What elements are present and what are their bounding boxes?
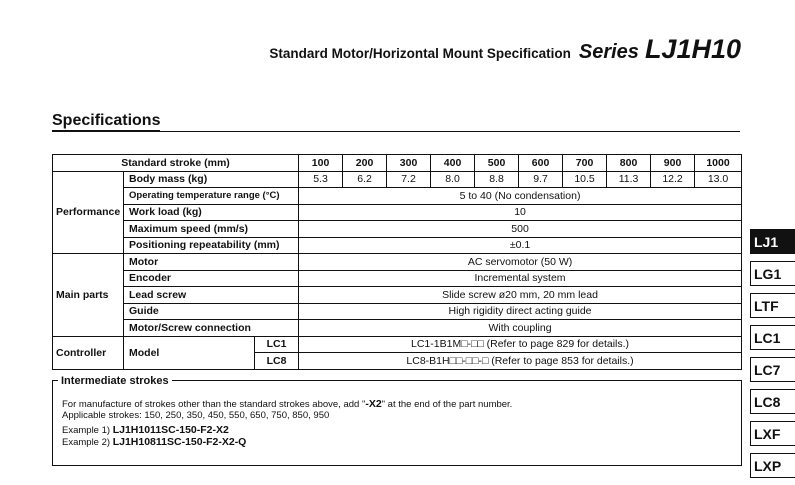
side-tab-nav bbox=[750, 229, 795, 485]
example-1 bbox=[62, 424, 229, 436]
row-label: Positioning repeatability (mm) bbox=[124, 237, 299, 254]
controller-type: LC8 bbox=[255, 353, 299, 370]
example-2-label: Example 2) bbox=[62, 437, 111, 448]
table-row bbox=[53, 320, 742, 337]
stroke-cell: 100 bbox=[299, 155, 343, 172]
row-label: Maximum speed (mm/s) bbox=[124, 221, 299, 238]
body-mass-row bbox=[53, 171, 742, 188]
section-title: Specifications bbox=[52, 112, 161, 129]
stroke-cell: 1000 bbox=[695, 155, 742, 172]
tab-lc8[interactable]: LC8 bbox=[750, 389, 795, 414]
group-controller: Controller bbox=[53, 336, 124, 369]
stroke-cell: 600 bbox=[519, 155, 563, 172]
tab-lc7[interactable]: LC7 bbox=[750, 357, 795, 382]
group-main-parts: Main parts bbox=[53, 254, 124, 337]
line1-pre: For manufacture of strokes other than the standard strokes above, add " bbox=[62, 399, 366, 410]
mass-cell: 11.3 bbox=[607, 171, 651, 188]
controller-value: LC1-1B1M□-□□ (Refer to page 829 for details.) bbox=[299, 336, 742, 353]
stroke-cell: 800 bbox=[607, 155, 651, 172]
line1-code: -X2 bbox=[365, 398, 382, 410]
intermediate-line-2: Applicable strokes: 150, 250, 350, 450, 550, 650, 750, 850, 950 bbox=[62, 410, 330, 421]
tab-lg1[interactable]: LG1 bbox=[750, 261, 795, 286]
stroke-cell: 500 bbox=[475, 155, 519, 172]
table-row bbox=[53, 336, 742, 353]
table-row bbox=[53, 188, 742, 205]
row-label: Work load (kg) bbox=[124, 204, 299, 221]
table-row bbox=[53, 287, 742, 304]
intermediate-strokes-box bbox=[52, 380, 742, 466]
row-value: High rigidity direct acting guide bbox=[299, 303, 742, 320]
example-1-label: Example 1) bbox=[62, 425, 111, 436]
line1-post: " at the end of the part number. bbox=[381, 399, 513, 410]
tab-lc1[interactable]: LC1 bbox=[750, 325, 795, 350]
row-label: Lead screw bbox=[124, 287, 299, 304]
table-row bbox=[53, 221, 742, 238]
row-label: Operating temperature range (°C) bbox=[124, 188, 299, 205]
controller-model-label: Model bbox=[124, 336, 255, 369]
mass-cell: 6.2 bbox=[343, 171, 387, 188]
table-row bbox=[53, 303, 742, 320]
tab-lxf[interactable]: LXF bbox=[750, 421, 795, 446]
mass-cell: 8.0 bbox=[431, 171, 475, 188]
mass-cell: 13.0 bbox=[695, 171, 742, 188]
row-value: Incremental system bbox=[299, 270, 742, 287]
mass-cell: 5.3 bbox=[299, 171, 343, 188]
row-value: Slide screw ø20 mm, 20 mm lead bbox=[299, 287, 742, 304]
row-label: Guide bbox=[124, 303, 299, 320]
section-underline bbox=[52, 130, 160, 132]
table-row bbox=[53, 204, 742, 221]
intermediate-strokes-title: Intermediate strokes bbox=[58, 375, 172, 387]
example-2-code: LJ1H10811SC-150-F2-X2-Q bbox=[112, 436, 247, 448]
row-value: 5 to 40 (No condensation) bbox=[299, 188, 742, 205]
example-2 bbox=[62, 436, 246, 448]
spec-table bbox=[52, 154, 742, 370]
row-label: Encoder bbox=[124, 270, 299, 287]
header-subtitle: Standard Motor/Horizontal Mount Specification bbox=[269, 46, 571, 61]
controller-value: LC8-B1H□□-□□-□ (Refer to page 853 for details.) bbox=[299, 353, 742, 370]
table-row bbox=[53, 237, 742, 254]
tab-lxp[interactable]: LXP bbox=[750, 453, 795, 478]
header-series: Series bbox=[578, 41, 639, 63]
mass-cell: 12.2 bbox=[651, 171, 695, 188]
mass-cell: 8.8 bbox=[475, 171, 519, 188]
example-1-code: LJ1H1011SC-150-F2-X2 bbox=[112, 424, 229, 436]
controller-type: LC1 bbox=[255, 336, 299, 353]
stroke-cell: 200 bbox=[343, 155, 387, 172]
stroke-cell: 900 bbox=[651, 155, 695, 172]
mass-cell: 7.2 bbox=[387, 171, 431, 188]
table-row bbox=[53, 270, 742, 287]
mass-cell: 9.7 bbox=[519, 171, 563, 188]
body-mass-label: Body mass (kg) bbox=[124, 171, 299, 188]
row-value: With coupling bbox=[299, 320, 742, 337]
row-label: Motor bbox=[124, 254, 299, 271]
header-model: LJ1H10 bbox=[644, 34, 741, 64]
stroke-cell: 400 bbox=[431, 155, 475, 172]
row-value: 500 bbox=[299, 221, 742, 238]
table-row bbox=[53, 254, 742, 271]
tab-ltf[interactable]: LTF bbox=[750, 293, 795, 318]
row-value: ±0.1 bbox=[299, 237, 742, 254]
intermediate-line-1 bbox=[62, 398, 512, 410]
stroke-header: Standard stroke (mm) bbox=[53, 155, 299, 172]
page-header bbox=[269, 34, 741, 64]
stroke-cell: 300 bbox=[387, 155, 431, 172]
row-label: Motor/Screw connection bbox=[124, 320, 299, 337]
mass-cell: 10.5 bbox=[563, 171, 607, 188]
row-value: 10 bbox=[299, 204, 742, 221]
stroke-cell: 700 bbox=[563, 155, 607, 172]
group-performance: Performance bbox=[53, 171, 124, 254]
stroke-header-row bbox=[53, 155, 742, 172]
row-value: AC servomotor (50 W) bbox=[299, 254, 742, 271]
tab-lj1[interactable]: LJ1 bbox=[750, 229, 795, 254]
